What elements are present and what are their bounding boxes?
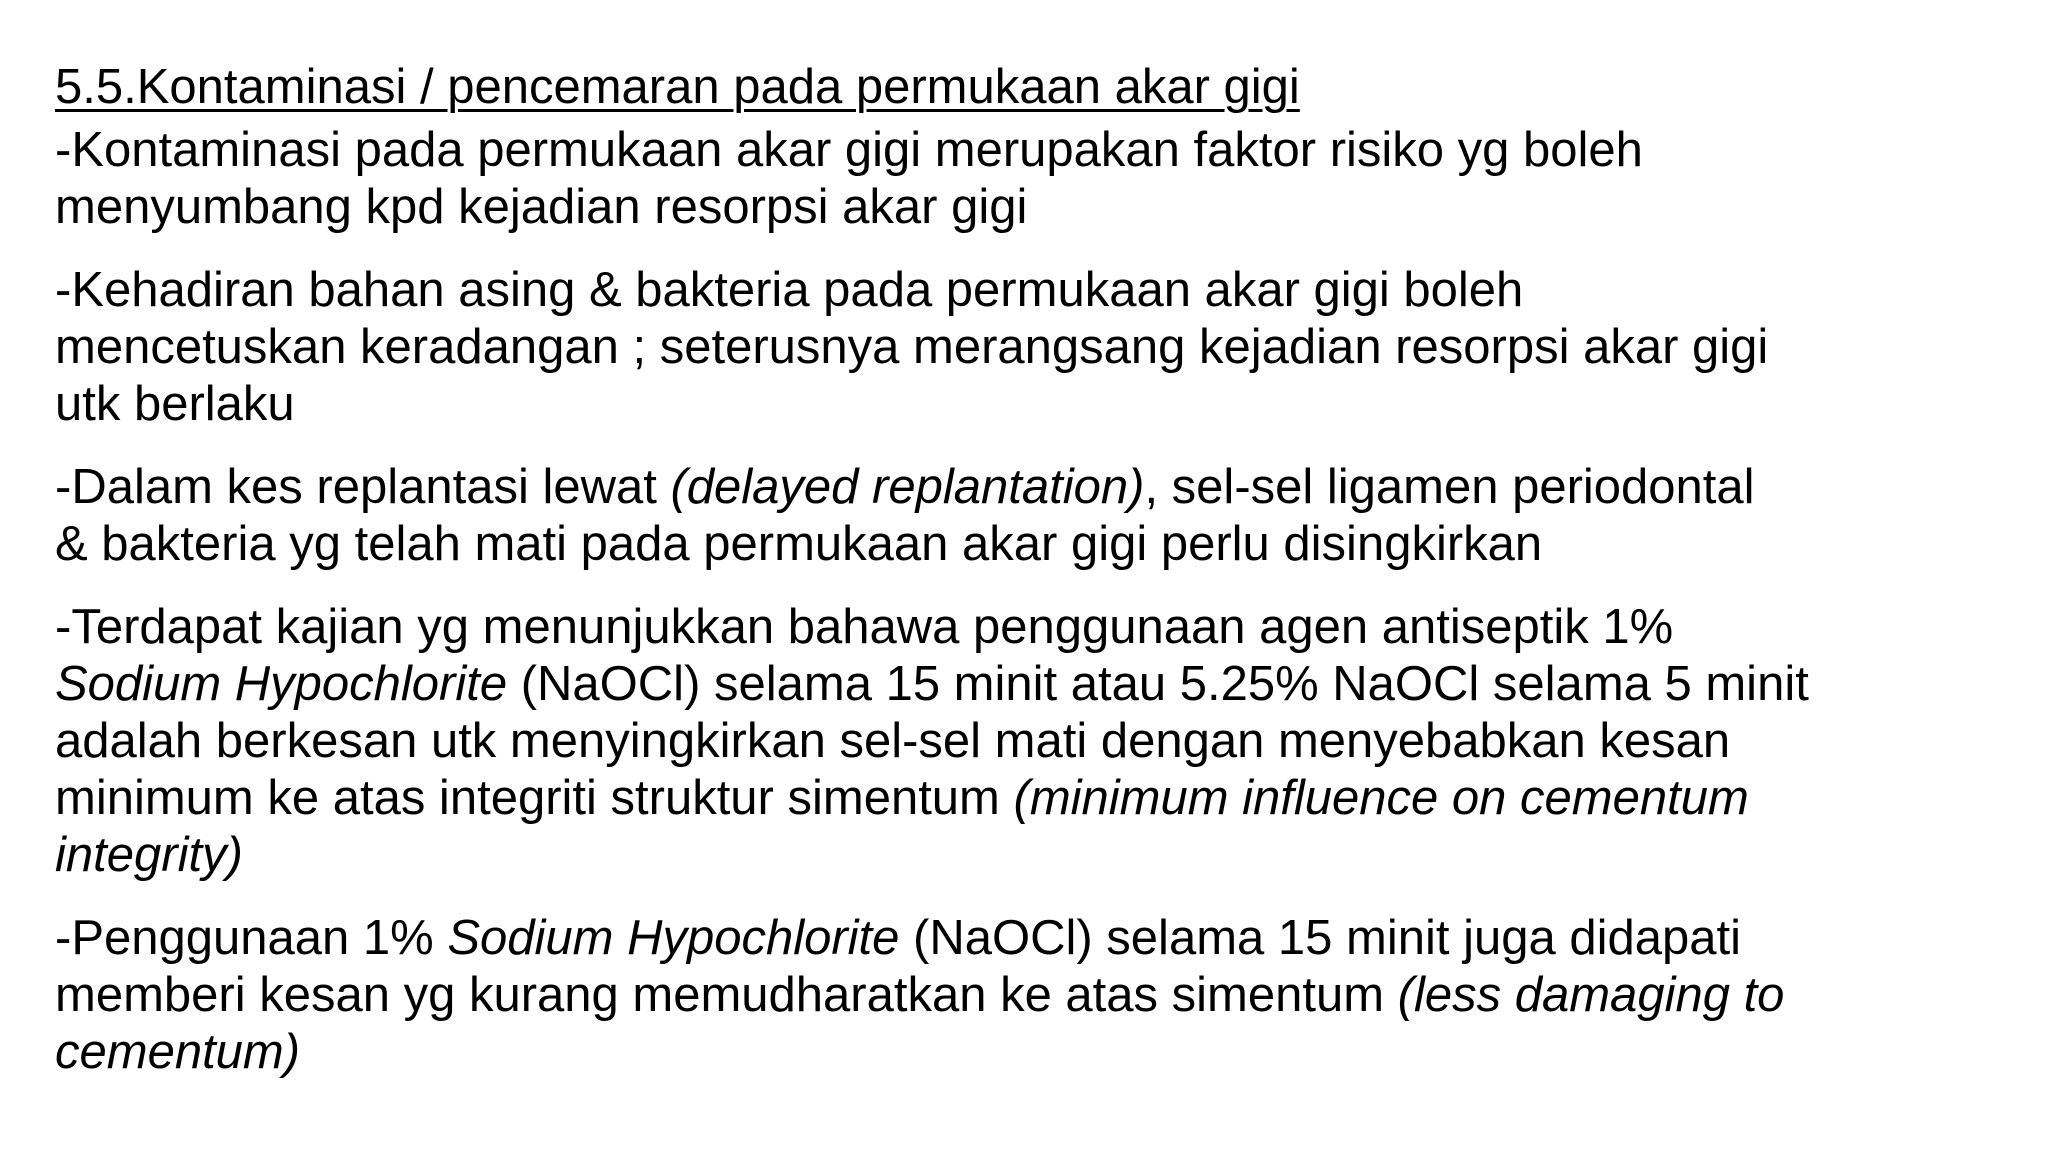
text-segment: (NaOCl) selama 15 minit juga didapati: [899, 911, 1741, 965]
text-line: integrity): [55, 828, 243, 882]
text-segment: minimum ke atas integriti struktur simentum: [55, 771, 1014, 825]
italic-term: Sodium Hypochlorite: [55, 657, 508, 711]
text-segment: (NaOCl) selama 15 minit atau 5.25% NaOCl selama 5 minit: [507, 657, 1809, 711]
text-segment: -Dalam kes replantasi lewat: [55, 460, 671, 514]
paragraph-naocl-study: [55, 599, 2030, 884]
slide-heading: 5.5.Kontaminasi / pencemaran pada permukaan akar gigi: [55, 60, 1300, 114]
paragraph-naocl-less-damaging: [55, 910, 2030, 1081]
text-line: mencetuskan keradangan ; seterusnya merangsang kejadian resorpsi akar gigi: [55, 320, 1769, 374]
text-line: cementum): [55, 1025, 301, 1079]
text-line: [55, 967, 2030, 1024]
slide-content: [55, 58, 2030, 1107]
text-line: utk berlaku: [55, 377, 295, 431]
italic-term: (minimum influence on cementum: [1013, 771, 1749, 825]
text-line: [55, 656, 2030, 713]
italic-term: (less damaging to: [1397, 968, 1785, 1022]
paragraph-foreign-material: [55, 262, 2030, 433]
text-line: [55, 770, 2030, 827]
text-line: -Kontaminasi pada permukaan akar gigi merupakan faktor risiko yg boleh: [55, 123, 1643, 177]
text-line: [55, 910, 2030, 967]
text-segment: , sel-sel ligamen periodontal: [1144, 460, 1755, 514]
text-line: -Kehadiran bahan asing & bakteria pada permukaan akar gigi boleh: [55, 263, 1524, 317]
italic-term: (delayed replantation): [670, 460, 1145, 514]
text-segment: -Penggunaan 1%: [55, 911, 448, 965]
text-line: adalah berkesan utk menyingkirkan sel-sel mati dengan menyebabkan kesan: [55, 714, 1731, 768]
paragraph-contamination-risk: [55, 122, 2030, 236]
italic-term: Sodium Hypochlorite: [447, 911, 900, 965]
text-line: & bakteria yg telah mati pada permukaan akar gigi perlu disingkirkan: [55, 517, 1543, 571]
text-segment: memberi kesan yg kurang memudharatkan ke atas simentum: [55, 968, 1398, 1022]
text-line: -Terdapat kajian yg menunjukkan bahawa penggunaan agen antiseptik 1%: [55, 600, 1674, 654]
paragraph-delayed-replantation: [55, 459, 2030, 573]
text-line: [55, 459, 2030, 516]
text-line: menyumbang kpd kejadian resorpsi akar gigi: [55, 180, 1028, 234]
